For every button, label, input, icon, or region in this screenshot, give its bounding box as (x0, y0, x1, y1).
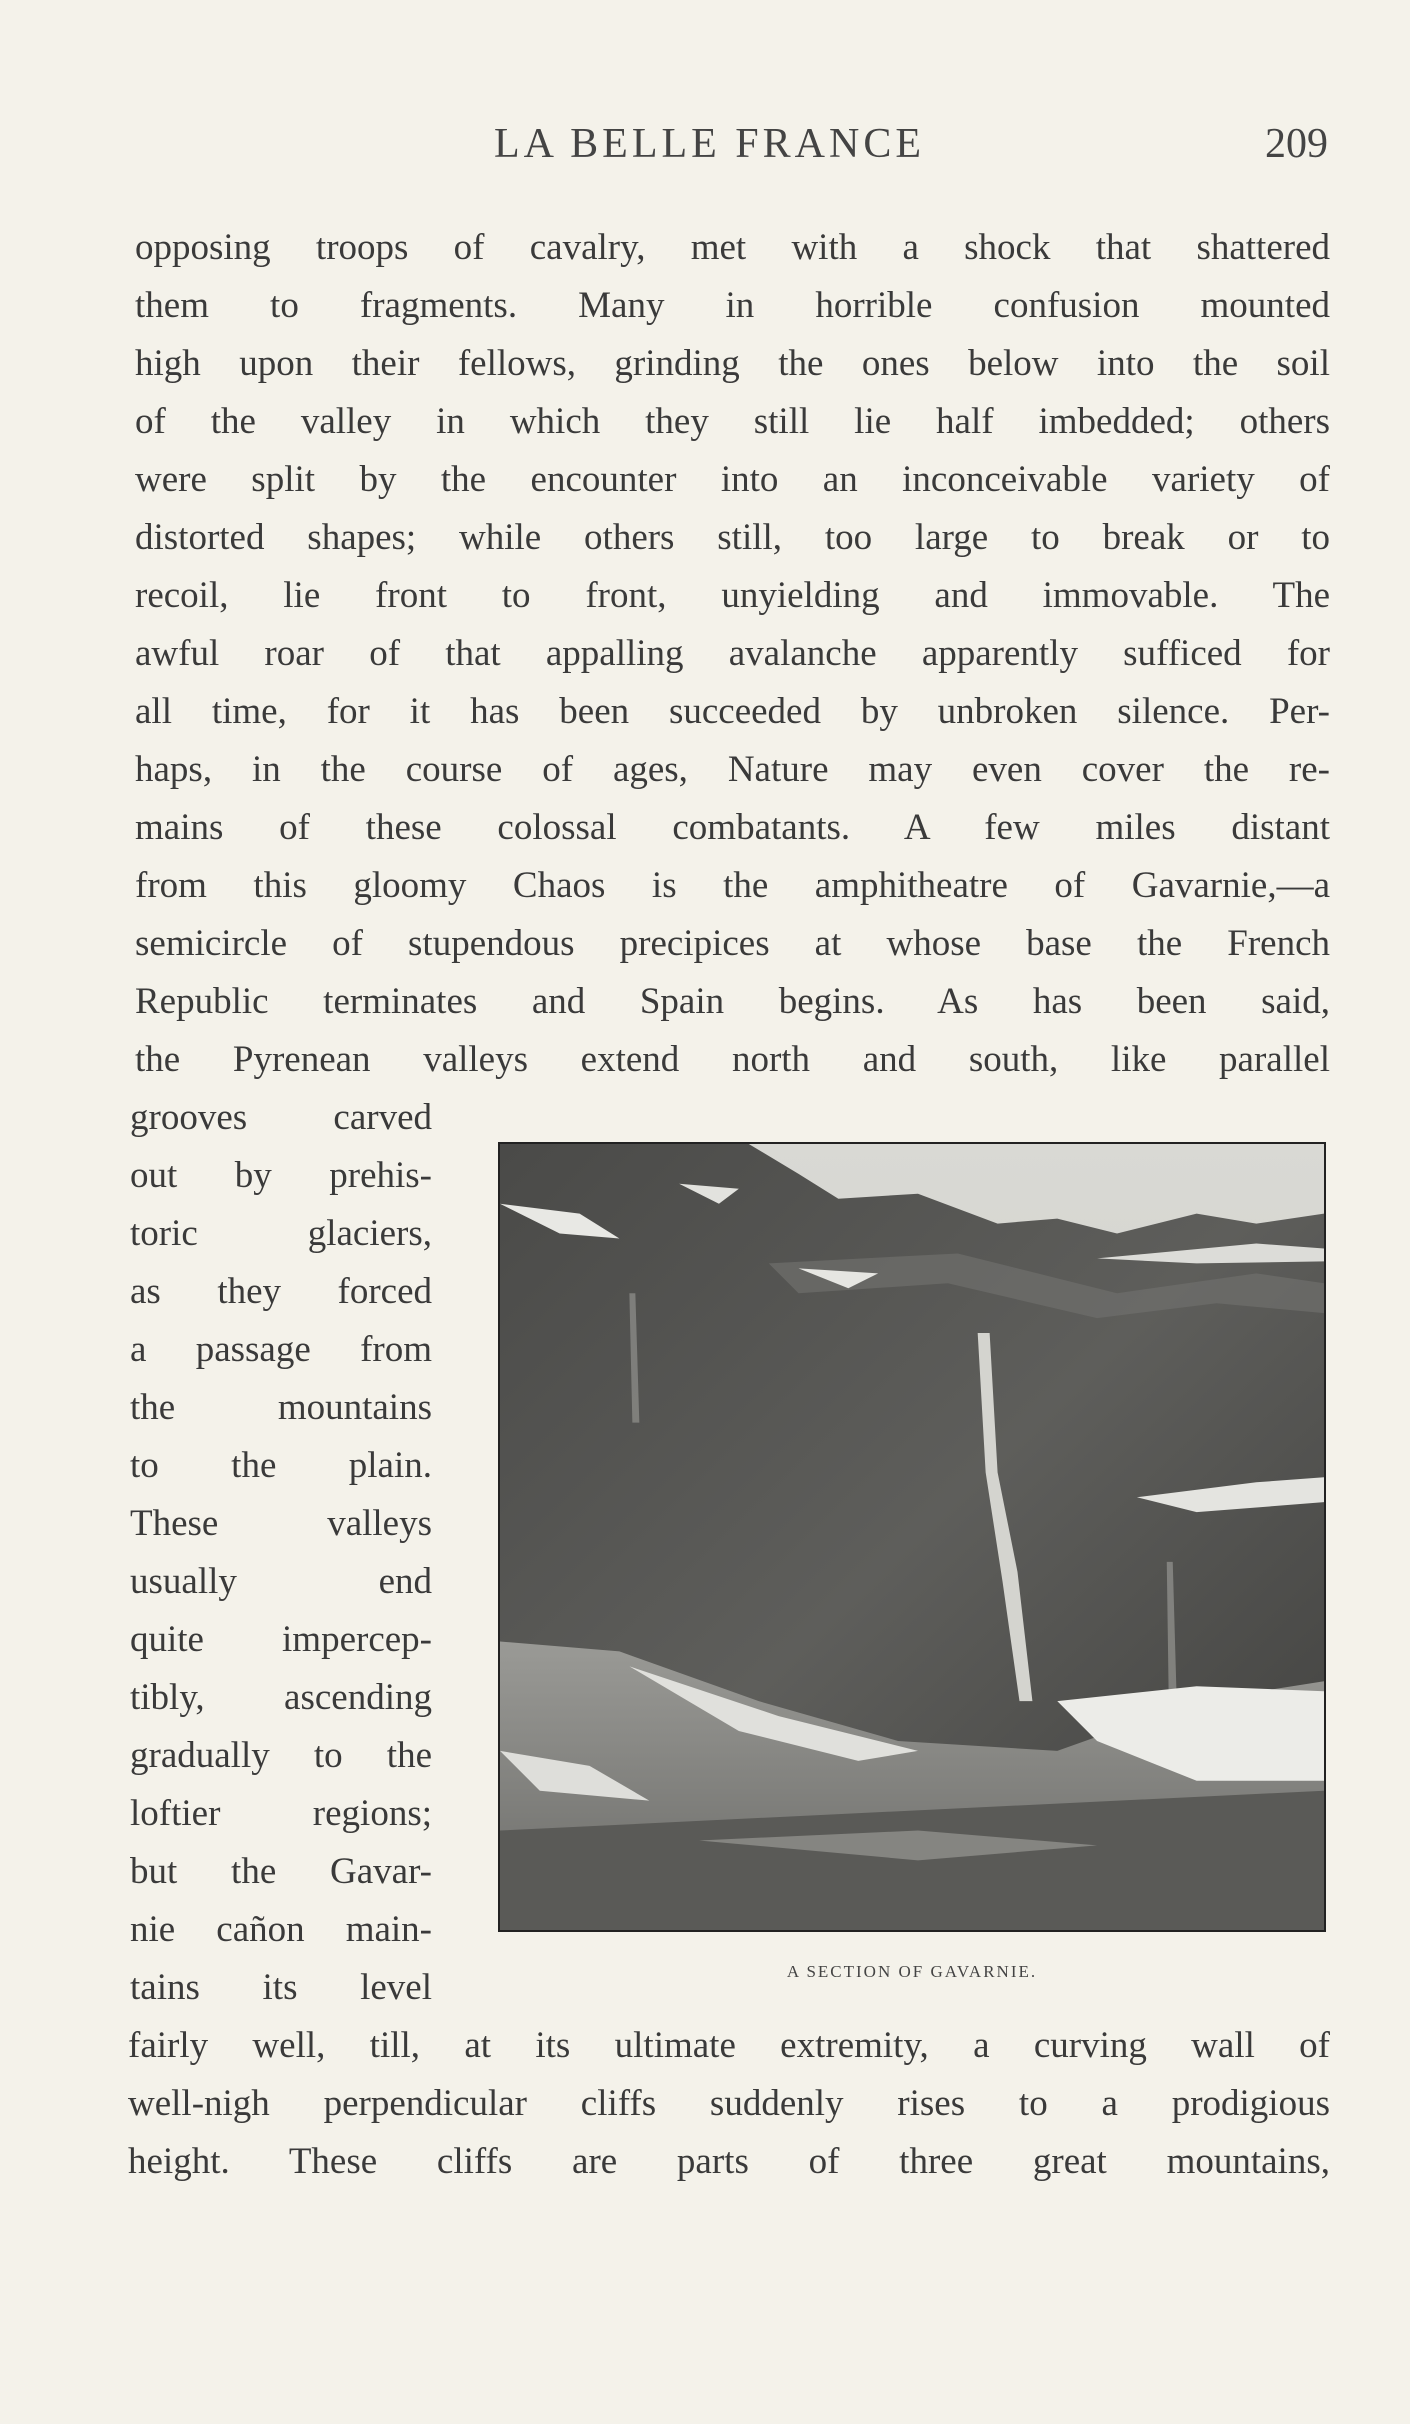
text-line: nie cañon main- (130, 1909, 432, 1950)
text-line: Republic terminates and Spain begins. As has been said, (135, 981, 1330, 1022)
text-line: were split by the encounter into an inconceivable variety of (135, 459, 1330, 500)
text-line: all time, for it has been succeeded by unbroken silence. Per- (135, 691, 1330, 732)
running-header (0, 120, 1410, 180)
text-line: a passage from (130, 1329, 432, 1370)
text-line: fairly well, till, at its ultimate extremity, a curving wall of (128, 2025, 1330, 2066)
text-line: haps, in the course of ages, Nature may even cover the re- (135, 749, 1330, 790)
mountain-landscape-image (500, 1144, 1324, 1930)
text-line: from this gloomy Chaos is the amphitheatre of Gavarnie,—a (135, 865, 1330, 906)
text-line: them to fragments. Many in horrible confusion mounted (135, 285, 1330, 326)
text-line: but the Gavar- (130, 1851, 432, 1892)
text-line: awful roar of that appalling avalanche apparently sufficed for (135, 633, 1330, 674)
text-line: quite impercep- (130, 1619, 432, 1660)
running-title: LA BELLE FRANCE (494, 121, 926, 167)
text-line: recoil, lie front to front, unyielding and immovable. The (135, 575, 1330, 616)
text-line: well-nigh perpendicular cliffs suddenly rises to a prodigious (128, 2083, 1330, 2124)
text-line: out by prehis- (130, 1155, 432, 1196)
text-line: tibly, ascending (130, 1677, 432, 1718)
text-line: as they forced (130, 1271, 432, 1312)
page-number: 209 (1265, 121, 1328, 167)
text-line: usually end (130, 1561, 432, 1602)
text-line: toric glaciers, (130, 1213, 432, 1254)
figure-caption: A SECTION OF GAVARNIE. (786, 1962, 1038, 1981)
text-line: gradually to the (130, 1735, 432, 1776)
text-line: height. These cliffs are parts of three great mountains, (128, 2141, 1330, 2182)
text-line: of the valley in which they still lie half imbedded; others (135, 401, 1330, 442)
text-line: distorted shapes; while others still, too large to break or to (135, 517, 1330, 558)
text-line: grooves carved (130, 1097, 432, 1138)
text-line: tains its level (130, 1967, 432, 2008)
gavarnie-photograph (498, 1142, 1326, 1932)
text-line: high upon their fellows, grinding the ones below into the soil (135, 343, 1330, 384)
text-line: opposing troops of cavalry, met with a shock that shattered (135, 227, 1330, 268)
text-line: mains of these colossal combatants. A few miles distant (135, 807, 1330, 848)
text-line: These valleys (130, 1503, 432, 1544)
text-line: semicircle of stupendous precipices at whose base the French (135, 923, 1330, 964)
text-line: the mountains (130, 1387, 432, 1428)
text-line: loftier regions; (130, 1793, 432, 1834)
text-line: to the plain. (130, 1445, 432, 1486)
text-line: the Pyrenean valleys extend north and south, like parallel (135, 1039, 1330, 1080)
